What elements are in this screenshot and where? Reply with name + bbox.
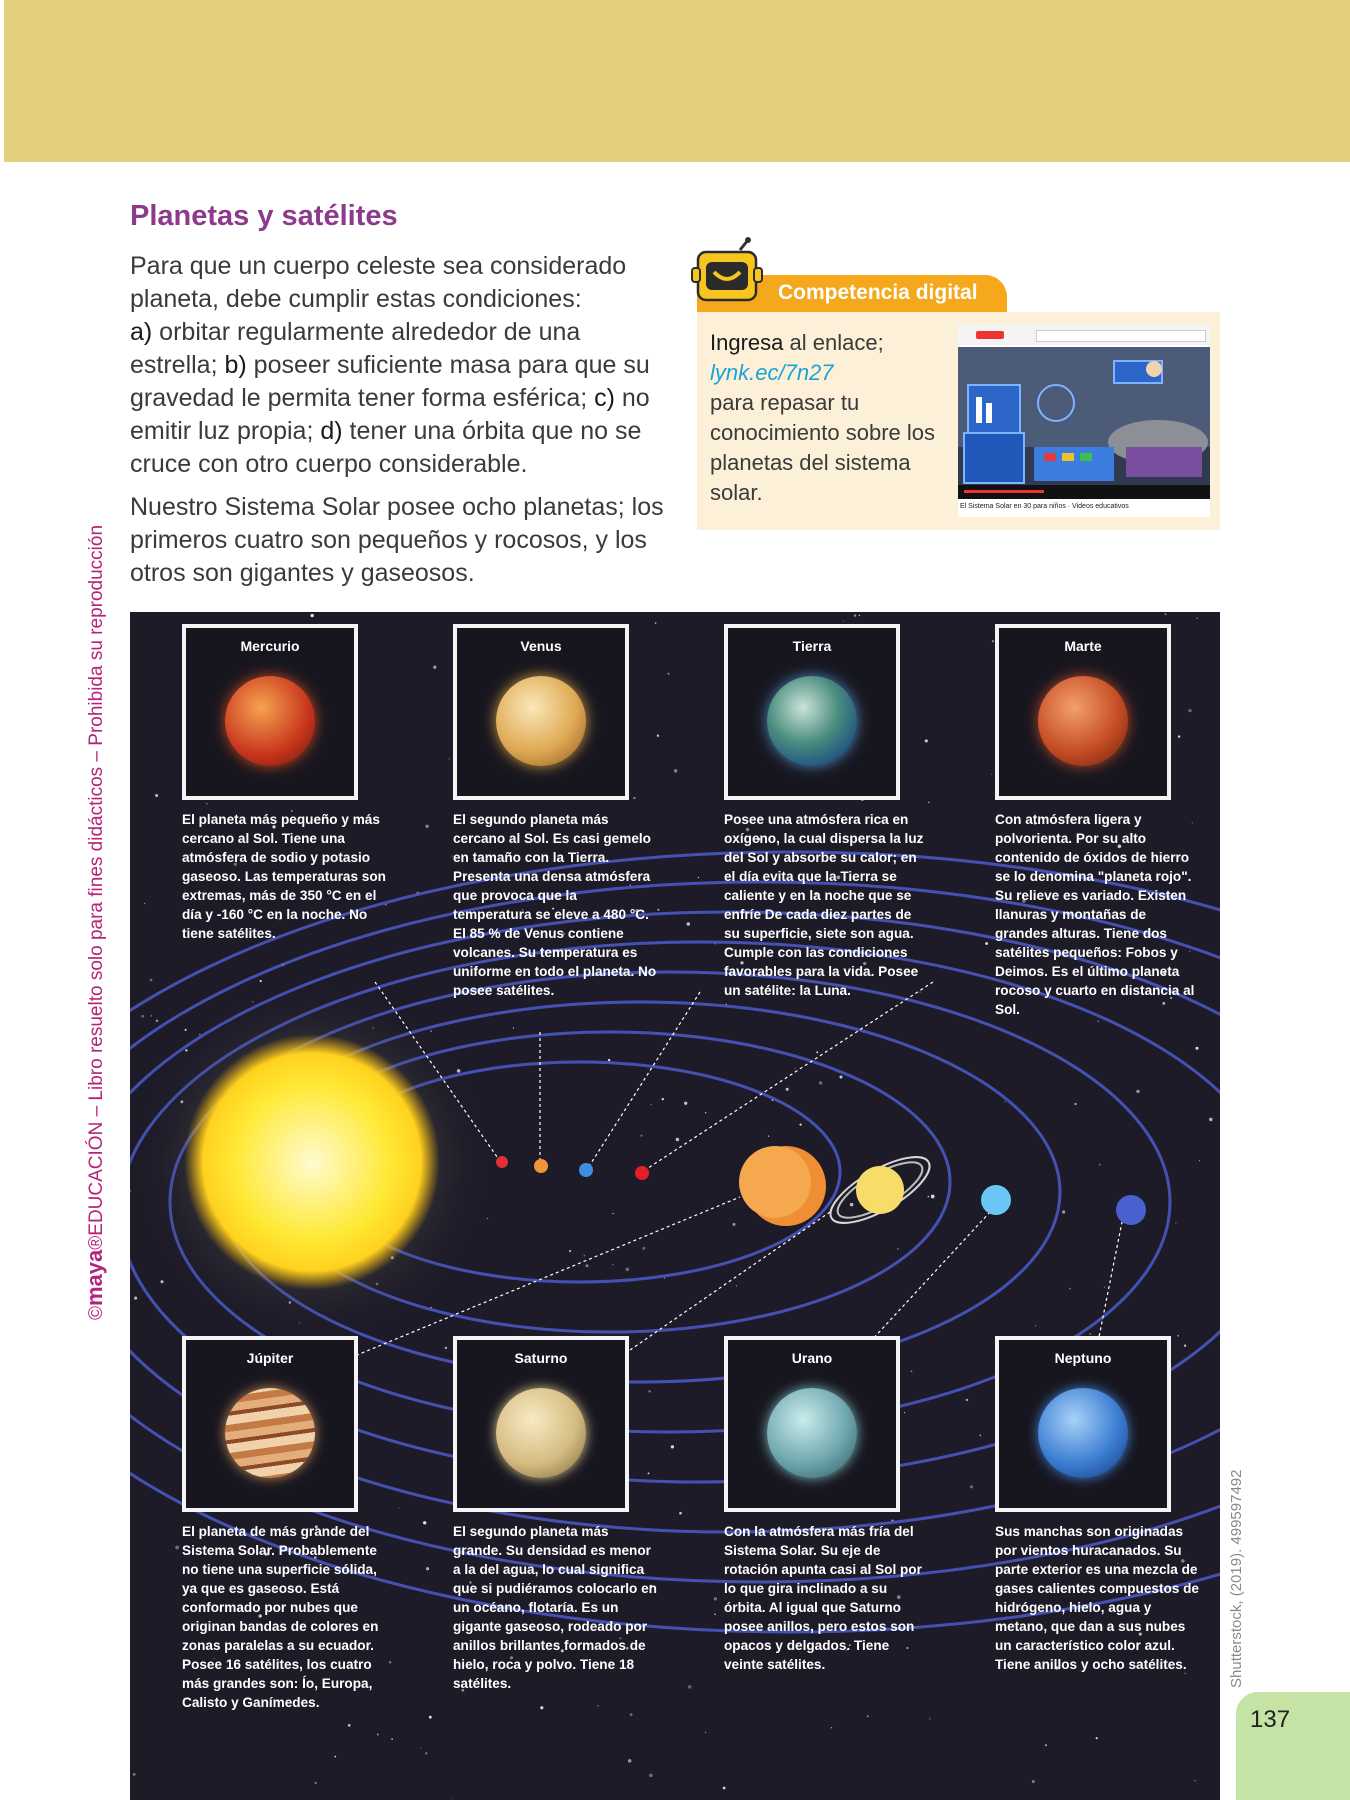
mars-image: [1038, 676, 1128, 766]
star: [445, 1347, 448, 1350]
star: [732, 1223, 735, 1226]
star: [260, 980, 262, 982]
star: [1062, 1210, 1065, 1213]
star: [657, 735, 659, 737]
star: [1069, 1288, 1071, 1290]
star: [433, 666, 436, 669]
star: [714, 1613, 716, 1615]
star: [450, 1798, 451, 1799]
star: [423, 1521, 426, 1524]
planet-name: Marte: [1064, 638, 1102, 654]
star: [648, 1390, 650, 1392]
star: [487, 1218, 488, 1219]
video-frame: [958, 347, 1210, 499]
neptune-dot: [1116, 1195, 1146, 1225]
planet-card-neptuno: [995, 1336, 1171, 1512]
star: [642, 1247, 645, 1250]
planet-name: Saturno: [514, 1350, 568, 1366]
star: [1194, 1780, 1196, 1782]
star: [819, 1081, 822, 1084]
star: [1045, 1744, 1047, 1746]
star: [980, 1435, 982, 1437]
star: [648, 1473, 650, 1475]
star: [608, 1059, 611, 1062]
star: [854, 614, 856, 616]
intro-paragraph-1: [130, 250, 670, 481]
star: [897, 1248, 898, 1249]
planet-description: El planeta más pequeño y más cercano al Sol. Tiene una atmósfera de sodio y potasio gaseoso. Las temperaturas son extremas, más de 350 °C en el día y -160 °C en la noche. No tiene satélites.: [182, 812, 386, 941]
star: [513, 1027, 514, 1028]
star: [1175, 1223, 1176, 1224]
venus-dot: [534, 1159, 548, 1173]
star: [929, 1718, 930, 1719]
condition-a-mark: a): [130, 318, 153, 346]
star: [569, 1250, 571, 1252]
mercury-image: [225, 676, 315, 766]
planet-description: Con atmósfera ligera y polvorienta. Por su alto contenido de óxidos de hierro se lo denomina "planeta rojo". Su relieve es variado. Existen llanuras y montañas de grandes alturas. Tiene dos satélites pequeños: Fobos y Deimos. Es el último planeta rocoso y cuarto en distancia al Sol.: [995, 812, 1195, 1017]
star: [991, 774, 992, 775]
star: [628, 1759, 631, 1762]
condition-c-mark: c): [594, 384, 615, 412]
star: [425, 1752, 427, 1754]
star: [334, 1756, 336, 1758]
star: [1032, 1780, 1035, 1783]
star: [1004, 1101, 1005, 1102]
planet-card-jupiter: [182, 1336, 358, 1512]
condition-b-mark: b): [224, 351, 247, 379]
copyright-symbol: ©: [86, 1306, 107, 1320]
planet-description: El segundo planeta más cercano al Sol. Es casi gemelo en tamaño con la Tierra. Presenta una densa atmósfera que provoca que la temperatura se eleve a 480 °C. El 85 % de Venus contiene volcanes. Su temperatura es uniforme en todo el planeta. No posee satélites.: [453, 812, 657, 998]
planet-name: Mercurio: [240, 638, 300, 654]
star: [1096, 1737, 1098, 1739]
page-number: 137: [1250, 1706, 1291, 1733]
star: [426, 1567, 429, 1570]
star: [698, 877, 699, 878]
jupiter-highlight: [739, 1146, 811, 1218]
digital-ingresa: Ingresa: [710, 330, 784, 355]
star: [311, 614, 314, 617]
star: [684, 1102, 687, 1105]
planet-card-venus: [453, 624, 629, 800]
planet-description: Con la atmósfera más fría del Sistema Solar. Su eje de rotación apunta casi al Sol por lo que gira inclinado a su órbita. Al igual que Saturno posee anillos, pero estos son opacos y delgados. Tiene veinte satélites.: [724, 1524, 922, 1672]
star: [651, 1104, 652, 1105]
star: [612, 1213, 613, 1214]
star: [1136, 1090, 1139, 1093]
star: [736, 1285, 737, 1286]
star: [705, 1112, 706, 1113]
condition-d-text: tener una órbita que no se cruce con otro cuerpo considerable.: [130, 417, 642, 478]
star: [1104, 1287, 1105, 1288]
star: [1099, 1164, 1101, 1166]
registered-symbol: ®: [86, 1235, 107, 1250]
planet-card-marte: [995, 624, 1171, 800]
star: [1177, 1335, 1179, 1337]
digital-enlace: al enlace;: [783, 330, 884, 355]
intro-line1: Para que un cuerpo celeste sea considerado planeta, debe cumplir estas condiciones:: [130, 252, 627, 313]
star: [850, 1203, 854, 1207]
star: [1188, 709, 1191, 712]
planet-description: Posee una atmósfera rica en oxígeno, la cual dispersa la luz del Sol y absorbe su calor; en el día evita que la Tierra se caliente y en la noche que se enfríe De cada diez partes de su superficie, siete son agua. Cumple con las condiciones favorables para la vida. Posee un satélite: la Luna.: [724, 812, 924, 998]
star: [389, 1661, 391, 1663]
photo-credit: Shutterstock, (2019). 499597492: [1228, 1469, 1245, 1688]
star: [156, 1019, 159, 1022]
star: [420, 1748, 421, 1749]
planet-name: Neptuno: [1054, 1350, 1112, 1366]
digital-text: [710, 328, 940, 508]
star: [664, 1278, 665, 1279]
planet-card-saturno: [453, 1336, 629, 1512]
star: [928, 802, 929, 803]
star: [839, 1075, 842, 1078]
star: [966, 1399, 968, 1401]
solar-system-scene: [130, 612, 1220, 1800]
sun: [184, 1034, 440, 1290]
star: [640, 1135, 642, 1137]
digital-label: Competencia digital: [778, 281, 978, 304]
star: [141, 1015, 144, 1018]
copyright-notice: [82, 525, 108, 1320]
star: [540, 1706, 543, 1709]
planet-description: Sus manchas son originadas por vientos huracanados. Su parte exterior es una mezcla de gases calientes compuestos de hidrógeno, hielo, agua y metano, que dan a sus nubes un característico color azul. Tiene anillos y ocho satélites.: [995, 1524, 1199, 1672]
star: [799, 1123, 801, 1125]
copyright-text: EDUCACIÓN – Libro resuelto solo para fines didácticos – Prohibida su reproducción: [86, 524, 107, 1236]
star: [816, 1051, 818, 1053]
star: [904, 1412, 905, 1413]
star: [662, 1098, 664, 1100]
star: [155, 794, 158, 797]
star: [925, 739, 928, 742]
star: [630, 1713, 633, 1716]
star: [584, 1255, 586, 1257]
star: [1195, 1047, 1198, 1050]
star: [679, 1512, 682, 1515]
condition-d-mark: d): [320, 417, 343, 445]
neptune-image: [1038, 1388, 1128, 1478]
star: [586, 1264, 589, 1267]
planet-card-urano: [724, 1336, 900, 1512]
orbit-planets: [496, 1145, 1146, 1236]
saturn-image: [496, 1388, 586, 1478]
uranus-dot: [981, 1185, 1011, 1215]
planet-name: Tierra: [792, 638, 832, 654]
star: [992, 640, 994, 642]
star: [130, 1190, 131, 1192]
planet-card-tierra: [724, 624, 900, 800]
header-band: [4, 0, 1350, 162]
star: [911, 1371, 913, 1373]
header-band-edge: [0, 0, 4, 162]
planet-name: Júpiter: [246, 1350, 294, 1366]
star: [1196, 617, 1197, 618]
star: [931, 1195, 935, 1199]
star: [425, 825, 428, 828]
star: [626, 1268, 630, 1272]
star: [927, 1196, 929, 1198]
star: [1074, 1103, 1076, 1105]
star: [723, 1787, 726, 1790]
mercury-dot: [496, 1156, 508, 1168]
star: [175, 1546, 179, 1550]
star: [161, 1280, 164, 1283]
intro-paragraph-2: Nuestro Sistema Solar posee ocho planetas; los primeros cuatro son pequeños y rocosos, y los otros son gigantes y gaseosos.: [130, 493, 664, 587]
star: [687, 922, 690, 925]
star: [1184, 1345, 1186, 1347]
condition-c-text: no emitir luz propia;: [130, 384, 650, 445]
star: [633, 797, 635, 799]
video-thumbnail[interactable]: [958, 325, 1210, 517]
star: [985, 942, 988, 945]
star: [768, 1135, 769, 1136]
star: [398, 1508, 399, 1509]
earth-image: [767, 676, 857, 766]
star: [671, 1445, 674, 1448]
star: [970, 1485, 973, 1488]
star: [1209, 1118, 1213, 1122]
jupiter-image: [225, 1388, 315, 1478]
star: [150, 979, 153, 982]
star: [867, 1715, 869, 1717]
star: [377, 1734, 379, 1736]
intro-text: [130, 250, 670, 600]
star: [794, 1068, 795, 1069]
section-title: Planetas y satélites: [130, 200, 398, 232]
planet-name: Venus: [520, 638, 562, 654]
thumbnail-search-box: [1036, 330, 1206, 342]
star: [429, 1716, 432, 1719]
star: [668, 673, 670, 675]
earth-dot: [579, 1163, 593, 1177]
star: [597, 1705, 598, 1706]
star: [1199, 1160, 1200, 1161]
star: [134, 1297, 137, 1300]
uranus-image: [767, 1388, 857, 1478]
star: [859, 615, 861, 617]
star: [315, 1782, 317, 1784]
star: [133, 1773, 136, 1776]
mars-dot: [635, 1166, 649, 1180]
star: [714, 1597, 717, 1600]
thumbnail-caption: El Sistema Solar en 30 para niños · Videos educativos: [960, 503, 1129, 510]
planet-description: El planeta de más grande del Sistema Solar. Probablemente no tiene una superficie sólida, ya que es gaseoso. Está conformado por nubes que originan bandas de colores en zonas paralelas a su ecuador. Posee 16 satélites, los cuatro más grandes son: Ío, Europa, Calisto y Ganímedes.: [182, 1524, 379, 1710]
youtube-logo-icon: [976, 331, 1004, 339]
planet-card-mercurio: [182, 624, 358, 800]
star: [1165, 613, 1167, 615]
planet-name: Urano: [791, 1350, 833, 1366]
star: [705, 1732, 706, 1733]
star: [674, 769, 678, 773]
star: [1035, 1325, 1036, 1326]
star: [676, 1138, 679, 1141]
planet-description: El segundo planeta más grande. Su densidad es menor a la del agua, lo cual significa que si pudiéramos colocarlo en un océano, flotaría. Es un gigante gaseoso, rodeado por anillos brillantes formados de hielo, roca y polvo. Tiene 18 satélites.: [453, 1524, 657, 1691]
star: [831, 1727, 832, 1728]
star: [649, 1774, 653, 1778]
digital-rest: para repasar tu conocimiento sobre los planetas del sistema solar.: [710, 390, 936, 505]
condition-a-text: orbitar regularmente alrededor de una estrella;: [130, 318, 581, 379]
brand-logo: maya: [82, 1249, 107, 1306]
star: [1097, 1020, 1099, 1022]
star: [786, 1088, 789, 1091]
condition-b-text: poseer suficiente masa para que su gravedad le permita tener forma esférica;: [130, 351, 650, 412]
digital-link[interactable]: lynk.ec/7n27: [710, 360, 834, 385]
star: [612, 1264, 613, 1265]
star: [449, 758, 450, 759]
star: [1178, 735, 1180, 737]
star: [206, 803, 207, 804]
star: [151, 1015, 152, 1016]
star: [688, 1685, 692, 1689]
star: [144, 903, 145, 904]
star: [391, 1738, 393, 1740]
star: [1090, 1333, 1091, 1334]
star: [843, 621, 844, 622]
star: [348, 1724, 351, 1727]
venus-image: [496, 676, 586, 766]
robot-mascot-icon: [690, 236, 766, 312]
star: [655, 622, 656, 623]
star: [185, 1029, 187, 1031]
